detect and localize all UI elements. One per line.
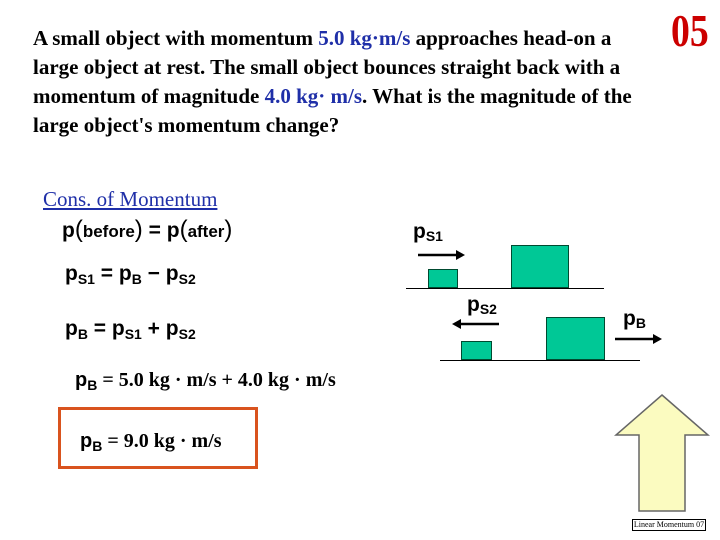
- equation-substitution: [75, 369, 336, 393]
- eq3-mid-sub: S1: [124, 326, 142, 342]
- label-ps1-p: p: [413, 220, 426, 243]
- small-object-after: [461, 341, 492, 360]
- eq2-mid: = p: [94, 262, 132, 285]
- eq1-p: p: [62, 219, 75, 242]
- equation-ps1: [65, 262, 196, 287]
- large-object-before: [511, 245, 569, 288]
- footer-label: Linear Momentum 07: [633, 520, 705, 529]
- label-pb-sub: B: [635, 315, 646, 331]
- ground-line-after: [440, 360, 640, 361]
- eq4-lhs-sub: B: [87, 377, 98, 393]
- arrow-right-pb-icon: [615, 333, 663, 345]
- problem-text-3: . What is the magnitude of the large object's momentum change?: [33, 84, 632, 137]
- equation-pb: [65, 317, 196, 342]
- eq3-lhs: p: [65, 317, 78, 340]
- label-pb: [623, 307, 646, 331]
- up-arrow-icon[interactable]: [612, 393, 712, 513]
- label-pb-p: p: [623, 307, 636, 330]
- eq1-equals: = p: [142, 219, 180, 242]
- label-ps2-p: p: [467, 293, 480, 316]
- arrow-left-icon: [451, 318, 499, 330]
- label-ps1-sub: S1: [425, 228, 443, 244]
- eq3-op: + p: [141, 317, 179, 340]
- small-object-before: [428, 269, 458, 288]
- problem-text-2: approaches head-on a large object at rest. The small object bounces straight back with a momentum of magnitude: [33, 26, 621, 108]
- eq4-rhs: = 5.0 kg · m/s + 4.0 kg · m/s: [97, 369, 336, 391]
- eq2-lhs: p: [65, 262, 78, 285]
- eq5-lhs: p: [80, 430, 93, 452]
- initial-momentum-value: 5.0 kg·m/s: [318, 26, 411, 50]
- label-ps2-sub: S2: [479, 301, 497, 317]
- eq4-lhs: p: [75, 369, 88, 391]
- eq1-before: before: [82, 222, 135, 241]
- equation-answer: [80, 430, 222, 454]
- eq1-after: after: [187, 222, 225, 241]
- eq2-mid-sub: B: [131, 271, 142, 287]
- eq5-lhs-sub: B: [92, 438, 103, 454]
- label-ps1: [413, 220, 443, 244]
- arrow-right-icon: [418, 249, 466, 261]
- ground-line-before: [406, 288, 604, 289]
- label-ps2: [467, 293, 497, 317]
- eq2-lhs-sub: S1: [77, 271, 95, 287]
- rebound-momentum-value: 4.0 kg· m/s: [264, 84, 363, 108]
- eq5-rhs: = 9.0 kg · m/s: [102, 430, 222, 452]
- eq2-op: − p: [141, 262, 179, 285]
- problem-statement: [33, 24, 643, 140]
- problem-text-1: A small object with momentum: [33, 26, 319, 50]
- section-heading: Cons. of Momentum: [43, 187, 218, 211]
- eq2-rhs-sub: S2: [178, 271, 196, 287]
- eq3-mid: = p: [87, 317, 125, 340]
- eq3-rhs-sub: S2: [178, 326, 196, 342]
- eq3-lhs-sub: B: [77, 326, 88, 342]
- large-object-after: [546, 317, 605, 360]
- slide-number: 05: [671, 5, 709, 56]
- equation-conservation: p(before) = p(after): [62, 216, 233, 243]
